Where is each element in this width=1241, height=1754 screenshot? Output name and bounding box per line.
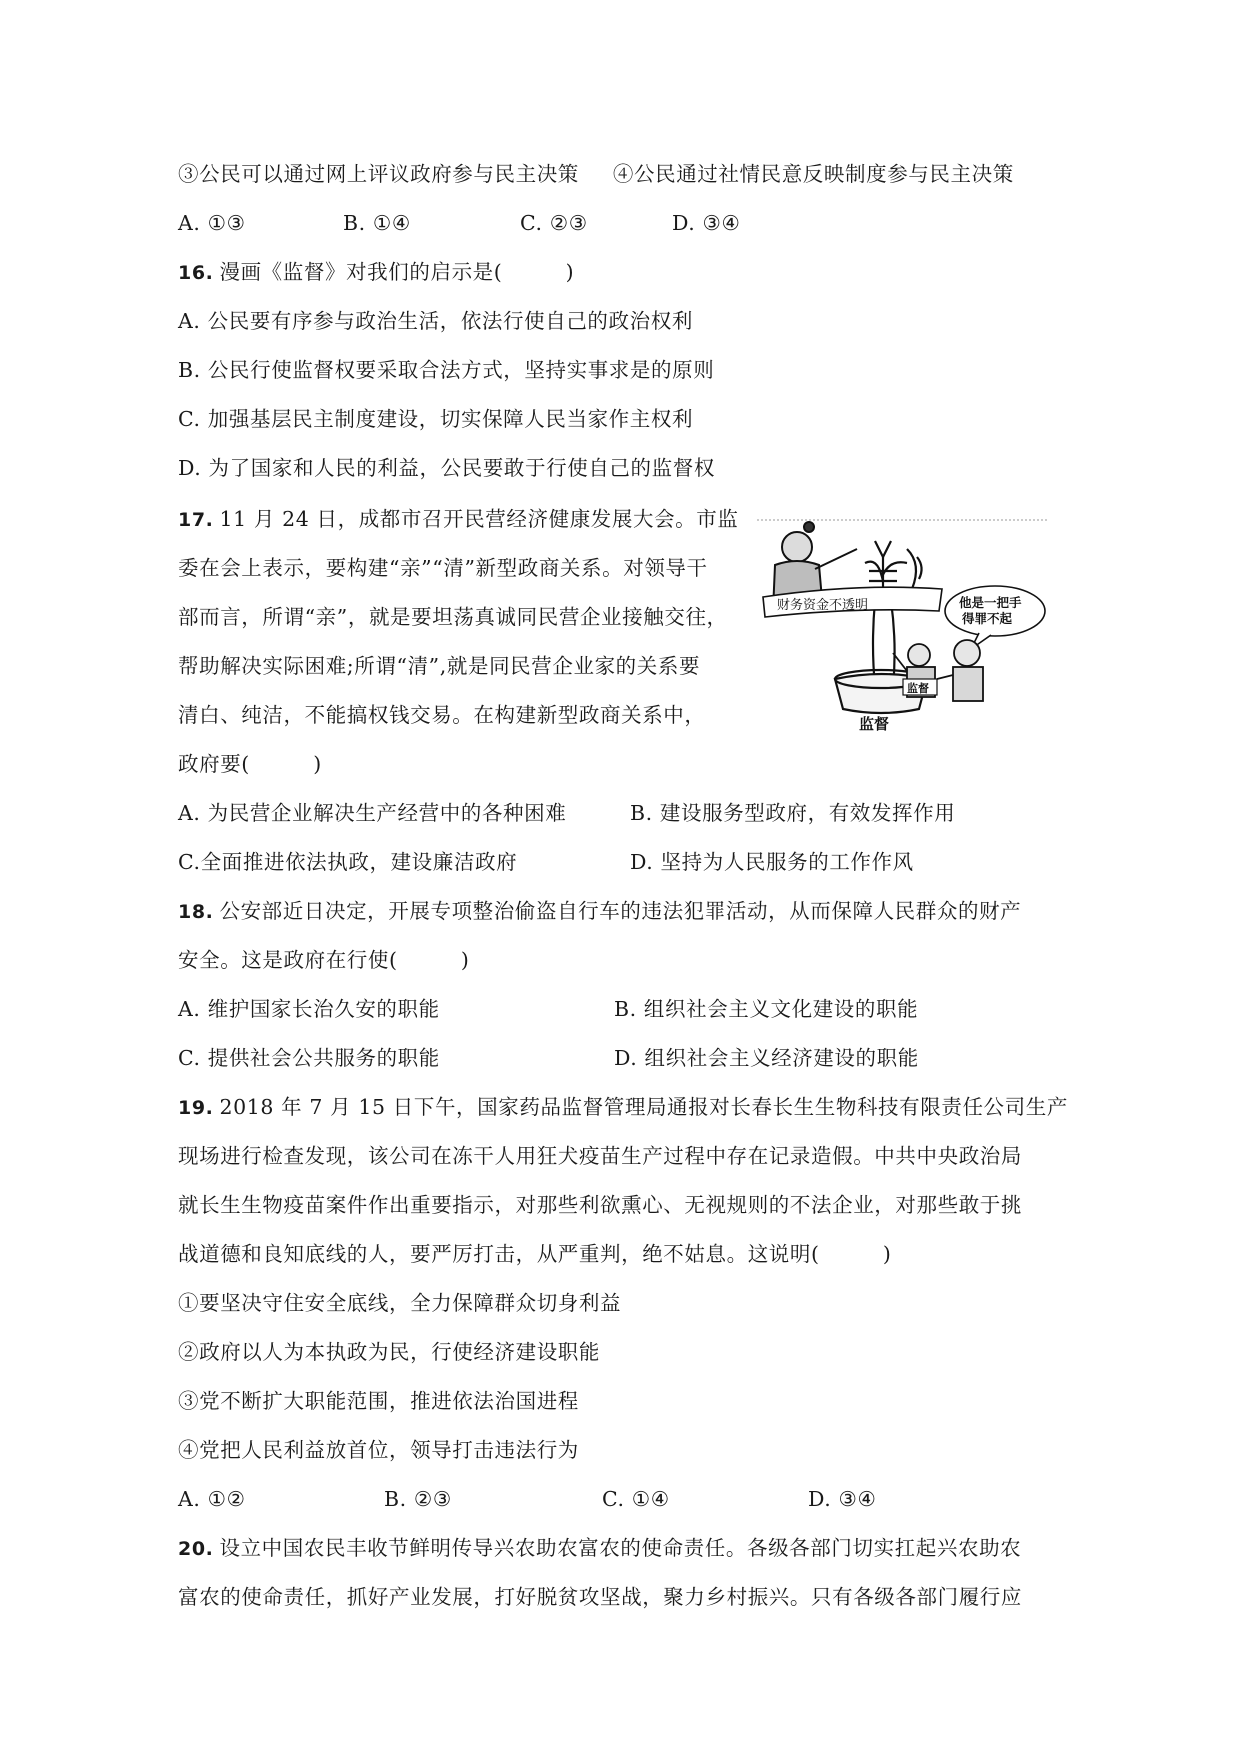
q15-option-d[interactable]: D. ③④ [672, 211, 741, 235]
q15-statement-3: ③公民可以通过网上评议政府参与民主决策 [178, 162, 579, 186]
q19-option-d[interactable]: D. ③④ [808, 1487, 877, 1511]
q16-option-a[interactable]: A. 公民要有序参与政治生活，依法行使自己的政治权利 [178, 309, 693, 333]
q19-statement-3: ③党不断扩大职能范围，推进依法治国进程 [178, 1389, 579, 1413]
q17-stem-line-3: 部而言，所谓“亲”，就是要坦荡真诚同民营企业接触交往， [178, 605, 728, 629]
q17-stem-text-1: 11 月 24 日，成都市召开民营经济健康发展大会。市监 [219, 507, 739, 531]
q17-option-c[interactable]: C.全面推进依法执政，建设廉洁政府 [178, 850, 518, 874]
q19-option-c[interactable]: C. ①④ [602, 1487, 670, 1511]
q17-option-a[interactable]: A. 为民营企业解决生产经营中的各种困难 [178, 801, 567, 825]
q16-option-d[interactable]: D. 为了国家和人民的利益，公民要敢于行使自己的监督权 [178, 456, 715, 480]
q18-option-b[interactable]: B. 组织社会主义文化建设的职能 [614, 997, 919, 1021]
q18-stem-line-1 [178, 897, 1021, 926]
q17-stem-line-2: 委在会上表示，要构建“亲”“清”新型政商关系。对领导干 [178, 556, 708, 580]
q19-option-b[interactable]: B. ②③ [384, 1487, 452, 1511]
q20-number: 20. [178, 1538, 214, 1560]
q19-stem-line-3: 就长生生物疫苗案件作出重要指示，对那些利欲熏心、无视规则的不法企业，对那些敢于挑 [178, 1193, 1022, 1217]
q19-stem-line-2: 现场进行检查发现，该公司在冻干人用狂犬疫苗生产过程中存在记录造假。中共中央政治局 [178, 1144, 1022, 1168]
q19-statement-1: ①要坚决守住安全底线，全力保障群众切身利益 [178, 1291, 622, 1315]
q20-stem-text-1: 设立中国农民丰收节鲜明传导兴农助农富农的使命责任。各级各部门切实扛起兴农助农 [219, 1536, 1022, 1560]
q15-option-b[interactable]: B. ①④ [343, 211, 411, 235]
cartoon-bubble-line-1: 他是一把手 [959, 595, 1022, 610]
q17-option-b[interactable]: B. 建设服务型政府，有效发挥作用 [630, 801, 956, 825]
q19-statement-2: ②政府以人为本执政为民，行使经济建设职能 [178, 1340, 600, 1364]
cartoon-bubble-line-2: 得罪不起 [962, 611, 1013, 626]
q19-stem-line-1 [178, 1093, 1068, 1122]
q18-option-a[interactable]: A. 维护国家长治久安的职能 [178, 997, 440, 1021]
cartoon-caption: 监督 [859, 715, 890, 731]
q15-option-c[interactable]: C. ②③ [520, 211, 588, 235]
q16-option-c[interactable]: C. 加强基层民主制度建设，切实保障人民当家作主权利 [178, 407, 694, 431]
q15-statement-4: ④公民通过社情民意反映制度参与民主决策 [612, 162, 1014, 186]
q20-stem-line-1 [178, 1534, 1021, 1563]
q19-option-a[interactable]: A. ①② [178, 1487, 246, 1511]
q19-stem-text-1: 2018 年 7 月 15 日下午，国家药品监督管理局通报对长春长生生物科技有限责任公司生产 [219, 1095, 1068, 1119]
q15-option-a[interactable]: A. ①③ [178, 211, 246, 235]
q18-option-c[interactable]: C. 提供社会公共服务的职能 [178, 1046, 440, 1070]
q16-stem-text: 漫画《监督》对我们的启示是( ) [219, 260, 575, 284]
q18-stem-line-2: 安全。这是政府在行使( ) [178, 948, 470, 972]
q16-stem [178, 258, 574, 287]
cartoon-pot-label: 监督 [907, 682, 929, 695]
q19-stem-line-4: 战道德和良知底线的人，要严厉打击，从严重判，绝不姑息。这说明( ) [178, 1242, 892, 1266]
cartoon-sign-text: 财务资金不透明 [777, 598, 869, 613]
q19-statement-4: ④党把人民利益放首位，领导打击违法行为 [178, 1438, 579, 1462]
q16-option-b[interactable]: B. 公民行使监督权要采取合法方式，坚持实事求是的原则 [178, 358, 715, 382]
q18-option-d[interactable]: D. 组织社会主义经济建设的职能 [614, 1046, 919, 1070]
q15-statement-line [178, 160, 1014, 188]
q17-stem-line-6: 政府要( ) [178, 752, 322, 776]
q17-stem-line-5: 清白、纯洁，不能搞权钱交易。在构建新型政商关系中， [178, 703, 706, 727]
q17-number: 17. [178, 509, 214, 531]
q17-stem-line-4: 帮助解决实际困难;所谓“清”,就是同民营企业家的关系要 [178, 654, 701, 678]
q17-stem-line-1 [178, 505, 739, 534]
q20-stem-line-2: 富农的使命责任，抓好产业发展，打好脱贫攻坚战，聚力乡村振兴。只有各级各部门履行应 [178, 1585, 1022, 1609]
q16-number: 16. [178, 262, 214, 284]
q19-number: 19. [178, 1097, 214, 1119]
supervision-cartoon [757, 519, 1047, 731]
q18-number: 18. [178, 901, 214, 923]
q17-option-d[interactable]: D. 坚持为人民服务的工作作风 [630, 850, 914, 874]
q18-stem-text-1: 公安部近日决定，开展专项整治偷盗自行车的违法犯罪活动，从而保障人民群众的财产 [219, 899, 1022, 923]
